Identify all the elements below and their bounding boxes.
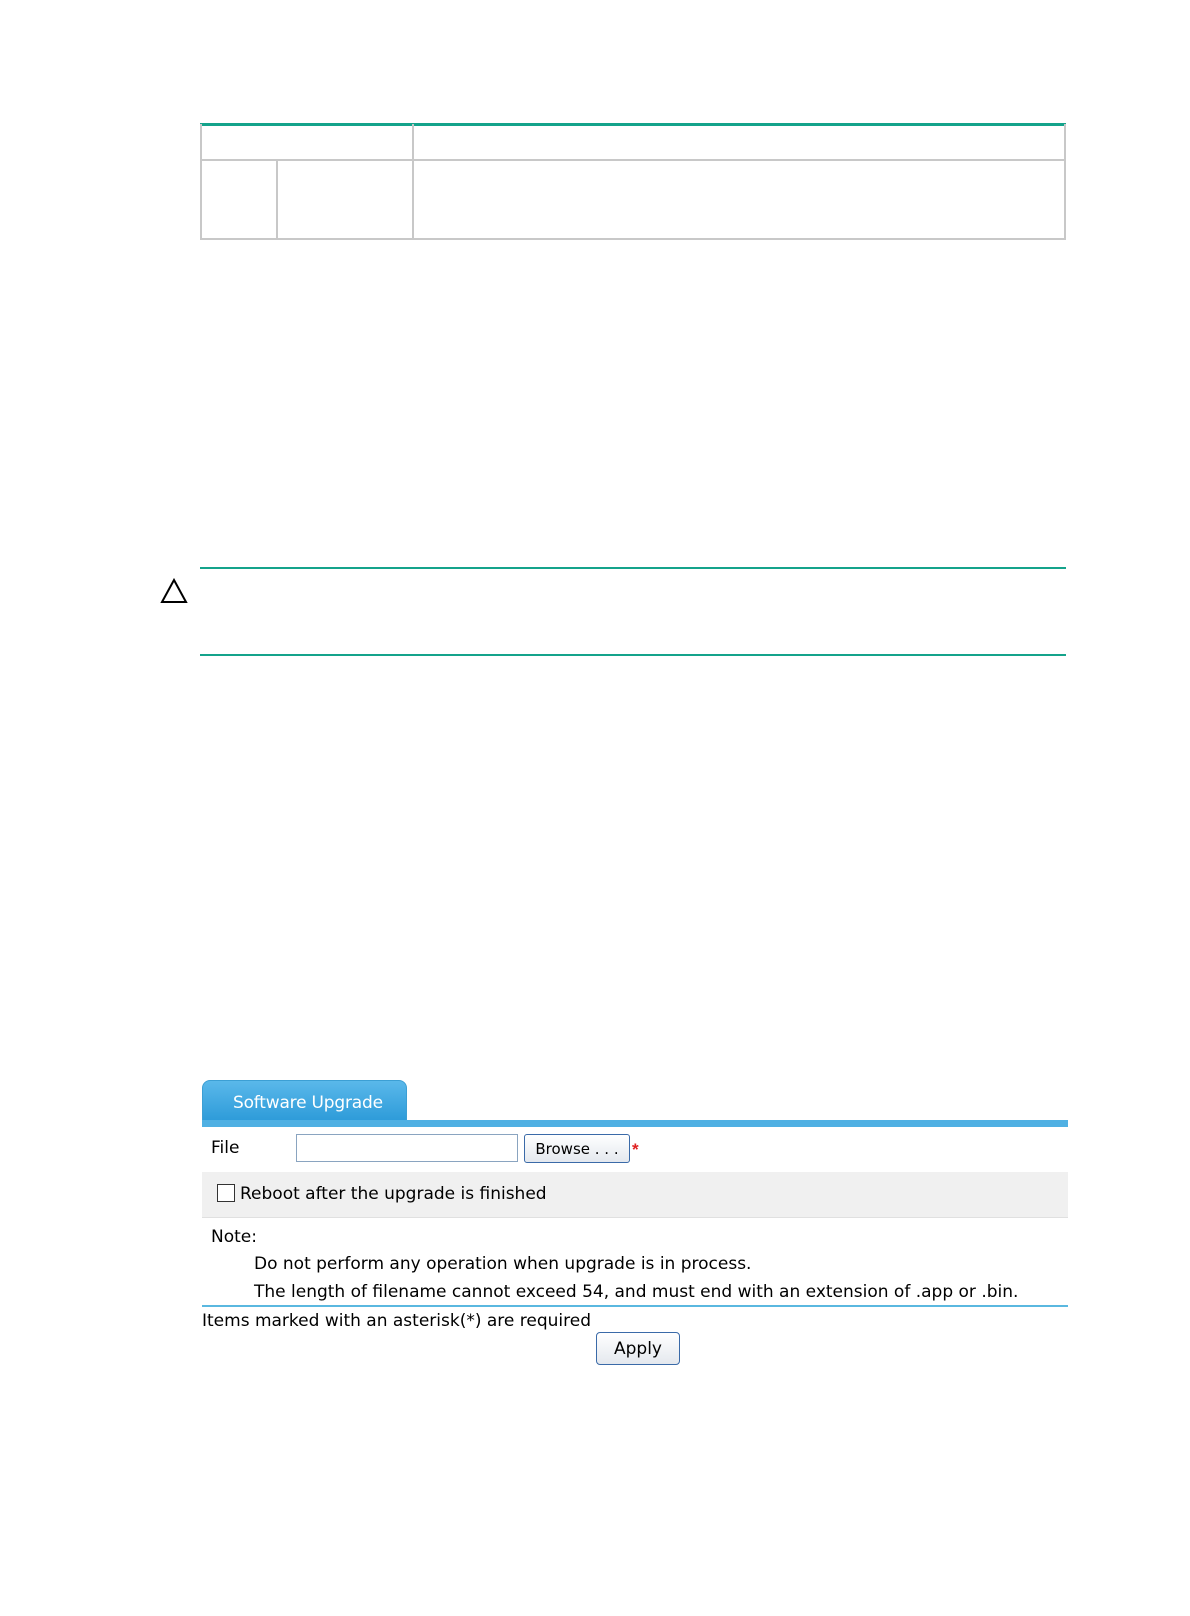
note-item: The length of filename cannot exceed 54, and must end with an extension of .app or .bin. [254, 1282, 1019, 1302]
table-row [201, 160, 1065, 239]
caution-bottom-rule [200, 654, 1066, 656]
file-path-input[interactable] [296, 1134, 518, 1162]
note-item: Do not perform any operation when upgrade is in process. [254, 1254, 752, 1274]
file-label: File [211, 1138, 240, 1158]
caution-triangle-icon [160, 578, 188, 604]
table-header-cell [413, 124, 1065, 160]
required-asterisk: * [632, 1140, 639, 1159]
caution-top-rule [200, 567, 1066, 569]
tab-bar [202, 1120, 1068, 1127]
table-cell [277, 160, 413, 239]
reboot-checkbox[interactable] [217, 1184, 235, 1202]
browse-button[interactable]: Browse . . . [524, 1134, 630, 1163]
reboot-option-row [202, 1172, 1068, 1218]
reboot-label[interactable]: Reboot after the upgrade is finished [240, 1184, 547, 1204]
tab-label: Software Upgrade [233, 1093, 383, 1113]
table-header-row [201, 124, 1065, 160]
table-header-cell [201, 124, 413, 160]
note-label: Note: [211, 1227, 257, 1247]
apply-button[interactable]: Apply [596, 1332, 680, 1365]
document-table [200, 124, 1066, 240]
table-cell [413, 160, 1065, 239]
required-hint: Items marked with an asterisk(*) are required [202, 1311, 591, 1331]
table-cell [201, 160, 277, 239]
panel-divider [202, 1305, 1068, 1307]
tab-software-upgrade[interactable] [202, 1080, 407, 1122]
